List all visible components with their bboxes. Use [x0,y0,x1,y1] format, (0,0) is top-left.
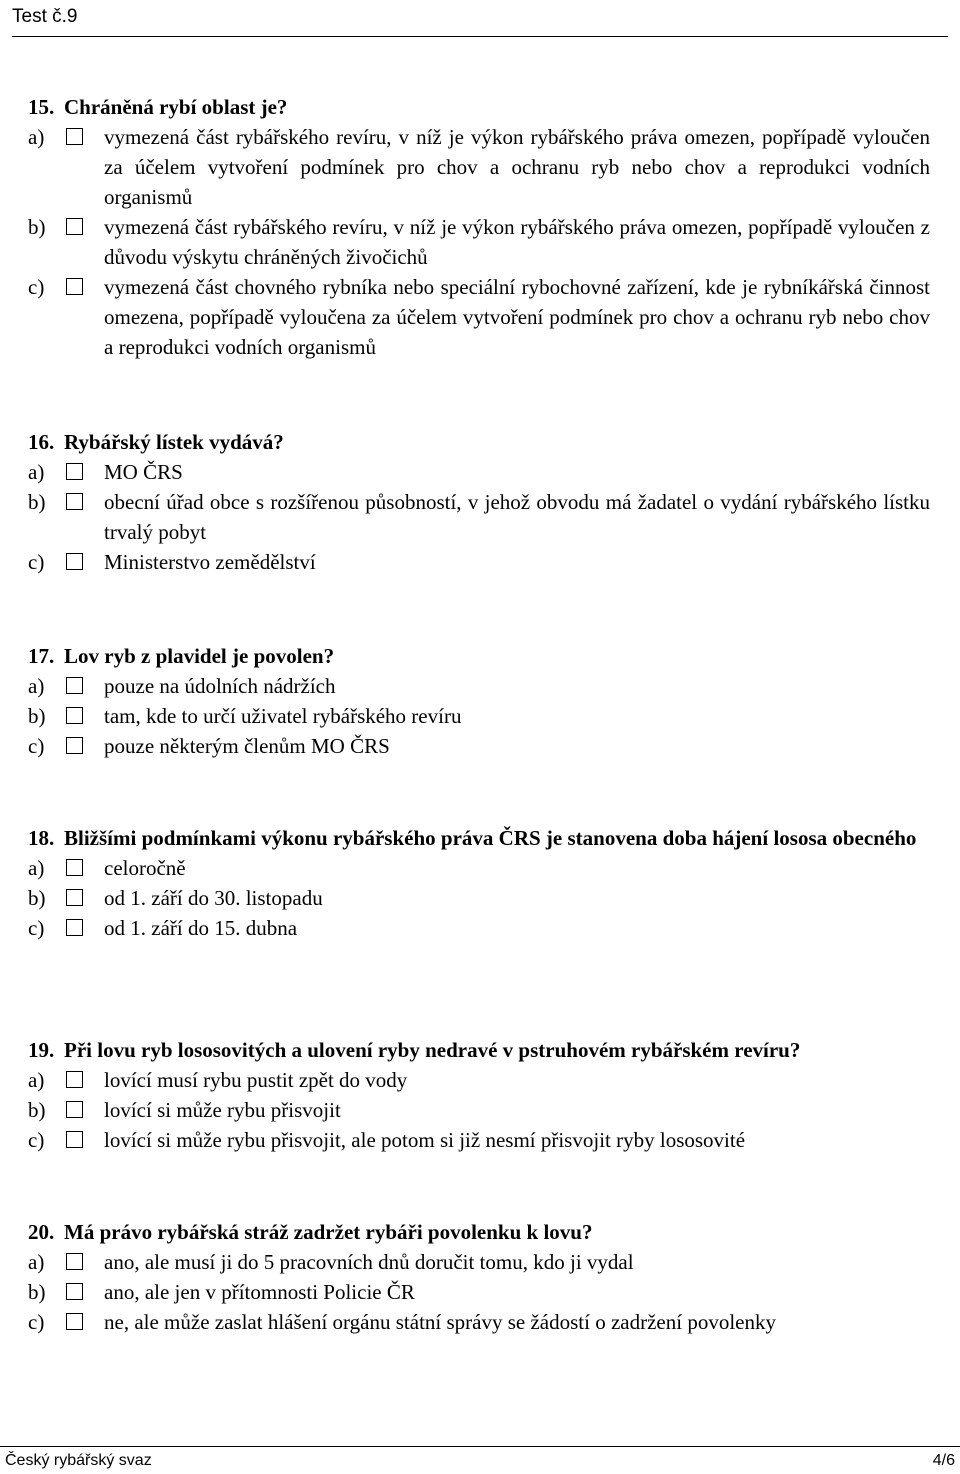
option-text: obecní úřad obce s rozšířenou působností, v jehož obvodu má žadatel o vydání rybářského lístku trvalý pobyt [104,490,930,544]
option-text: lovící si může rybu přisvojit, ale potom si již nesmí přisvojit ryby lososovité [104,1128,746,1152]
option-letter: b) [28,704,46,728]
option-text: pouze některým členům MO ČRS [104,734,390,758]
answer-checkbox[interactable] [66,553,83,570]
answer-option-a[interactable] [28,671,930,701]
option-text: vymezená část chovného rybníka nebo speciální rybochovné zařízení, kde je rybníkářská činnost omezena, popřípadě vyloučena za účelem vytvoření podmínek pro chov a ochranu ryb nebo chov a reprodukci vodních organismů [104,275,930,359]
answer-checkbox[interactable] [66,1131,83,1148]
answer-option-a[interactable] [28,122,930,212]
option-letter: b) [28,215,46,239]
question-number: 16. [28,430,55,454]
option-letter: b) [28,886,46,910]
answer-option-b[interactable] [28,1095,930,1125]
question-19 [28,1035,930,1155]
footer-page-number: 4/6 [932,1452,955,1469]
question-text: Má právo rybářská stráž zadržet rybáři povolenku k lovu? [64,1220,593,1244]
option-text: ano, ale musí ji do 5 pracovních dnů doručit tomu, kdo ji vydal [104,1250,634,1274]
option-text: MO ČRS [104,460,183,484]
option-text: lovící musí rybu pustit zpět do vody [104,1068,408,1092]
option-text: ne, ale může zaslat hlášení orgánu státní správy se žádostí o zadržení povolenky [104,1310,776,1334]
answer-checkbox[interactable] [66,677,83,694]
option-letter: c) [28,1310,45,1334]
question-18 [28,823,930,943]
question-20 [28,1217,930,1337]
question-number: 15. [28,95,55,119]
option-letter: c) [28,1128,45,1152]
option-letter: a) [28,460,45,484]
answer-option-a[interactable] [28,1247,930,1277]
option-text: od 1. září do 15. dubna [104,916,298,940]
answer-option-a[interactable] [28,457,930,487]
question-title [28,1217,930,1247]
answer-option-b[interactable] [28,487,930,547]
answer-checkbox[interactable] [66,1313,83,1330]
option-text: od 1. září do 30. listopadu [104,886,323,910]
question-title [28,427,930,457]
answer-checkbox[interactable] [66,128,83,145]
answer-option-b[interactable] [28,701,930,731]
question-title [28,92,930,122]
option-letter: c) [28,275,45,299]
question-text: Lov ryb z plavidel je povolen? [64,644,335,668]
answer-option-a[interactable] [28,853,930,883]
answer-option-c[interactable] [28,272,930,362]
option-letter: a) [28,674,45,698]
option-letter: c) [28,734,45,758]
option-letter: a) [28,856,45,880]
option-text: pouze na údolních nádržích [104,674,336,698]
option-letter: c) [28,916,45,940]
question-number: 18. [28,826,55,850]
footer-organization: Český rybářský svaz [5,1452,152,1469]
answer-checkbox[interactable] [66,463,83,480]
answer-checkbox[interactable] [66,493,83,510]
question-text: Bližšími podmínkami výkonu rybářského práva ČRS je stanovena doba hájení lososa obecného [64,826,917,850]
option-letter: b) [28,1280,46,1304]
question-15 [28,92,930,362]
option-text: Ministerstvo zemědělství [104,550,316,574]
question-title [28,1035,930,1065]
option-text: vymezená část rybářského revíru, v níž je výkon rybářského práva omezen, popřípadě vyloučen za účelem vytvoření podmínek pro chov a ochranu ryb nebo chov a reprodukci vodních organismů [104,125,930,209]
question-title [28,823,930,853]
answer-checkbox[interactable] [66,919,83,936]
question-number: 19. [28,1038,55,1062]
answer-checkbox[interactable] [66,1283,83,1300]
option-text: celoročně [104,856,186,880]
question-number: 20. [28,1220,55,1244]
answer-checkbox[interactable] [66,1071,83,1088]
header-divider [12,36,948,37]
option-letter: b) [28,1098,46,1122]
option-letter: a) [28,1068,45,1092]
option-text: ano, ale jen v přítomnosti Policie ČR [104,1280,415,1304]
answer-option-b[interactable] [28,212,930,272]
option-letter: b) [28,490,46,514]
question-text: Při lovu ryb lososovitých a ulovení ryby nedravé v pstruhovém rybářském revíru? [64,1038,801,1062]
question-text: Rybářský lístek vydává? [64,430,284,454]
option-letter: c) [28,550,45,574]
answer-checkbox[interactable] [66,218,83,235]
question-17 [28,641,930,761]
answer-option-b[interactable] [28,883,930,913]
option-letter: a) [28,1250,45,1274]
answer-option-c[interactable] [28,547,930,577]
option-text: lovící si může rybu přisvojit [104,1098,341,1122]
answer-checkbox[interactable] [66,278,83,295]
option-letter: a) [28,125,45,149]
answer-checkbox[interactable] [66,889,83,906]
answer-option-c[interactable] [28,913,930,943]
answer-checkbox[interactable] [66,1101,83,1118]
answer-option-c[interactable] [28,731,930,761]
question-title [28,641,930,671]
answer-checkbox[interactable] [66,1253,83,1270]
answer-checkbox[interactable] [66,737,83,754]
answer-option-a[interactable] [28,1065,930,1095]
answer-checkbox[interactable] [66,707,83,724]
answer-option-c[interactable] [28,1307,930,1337]
page-header-title: Test č.9 [12,6,78,27]
question-number: 17. [28,644,55,668]
answer-option-c[interactable] [28,1125,930,1155]
question-text: Chráněná rybí oblast je? [64,95,288,119]
answer-option-b[interactable] [28,1277,930,1307]
footer-divider [0,1446,960,1447]
option-text: vymezená část rybářského revíru, v níž je výkon rybářského práva omezen, popřípadě vyloučen z důvodu výskytu chráněných živočichů [104,215,930,269]
answer-checkbox[interactable] [66,859,83,876]
option-text: tam, kde to určí uživatel rybářského revíru [104,704,462,728]
question-16 [28,427,930,577]
